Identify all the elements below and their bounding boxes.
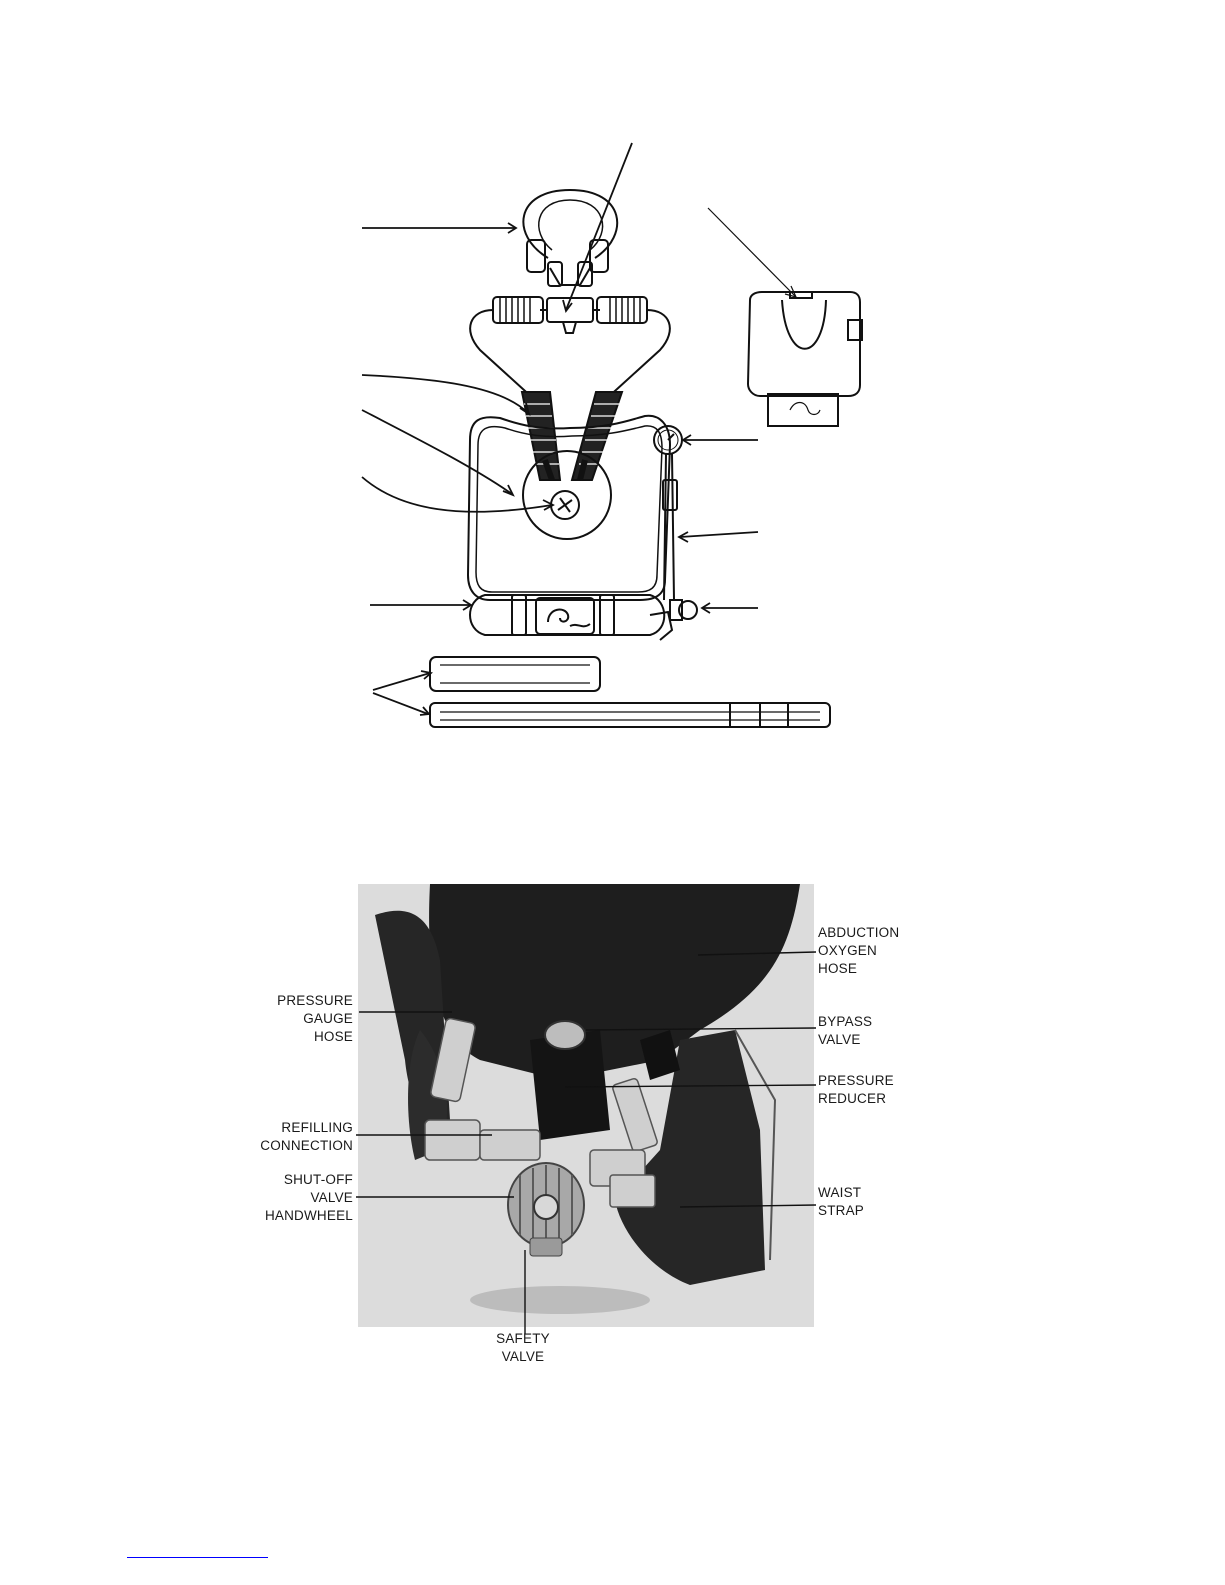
- svg-text:REDUCER: REDUCER: [818, 1091, 887, 1106]
- svg-text:VALVE: VALVE: [310, 1190, 353, 1205]
- svg-text:ABDUCTION: ABDUCTION: [818, 925, 900, 940]
- waist-strap-drawing: [430, 703, 830, 727]
- arrow-canister: [362, 410, 512, 494]
- arrow-gauge-hose: [680, 532, 758, 537]
- leader-pressure-reducer: [565, 1085, 816, 1087]
- footnote-separator: [127, 1557, 268, 1558]
- svg-text:SHUT-OFF: SHUT-OFF: [283, 1172, 353, 1187]
- svg-text:HANDWHEEL: HANDWHEEL: [264, 1208, 353, 1223]
- photo-waist-strap: [615, 1030, 765, 1285]
- svg-text:GAUGE: GAUGE: [303, 1011, 353, 1026]
- callout-shut-off-valve-handwheel: [265, 1172, 353, 1223]
- callout-safety-valve: [496, 1331, 550, 1364]
- callout-waist-strap: [818, 1185, 864, 1218]
- svg-text:SAFETY: SAFETY: [496, 1331, 550, 1346]
- svg-text:PRESSURE: PRESSURE: [277, 993, 353, 1008]
- storage-pouch: [748, 292, 860, 396]
- photo-handwheel: [508, 1163, 584, 1247]
- svg-text:VALVE: VALVE: [501, 1349, 545, 1364]
- arrow-corrugated-hose: [362, 375, 528, 413]
- callout-refilling-connection: [260, 1120, 353, 1153]
- svg-text:OXYGEN: OXYGEN: [818, 943, 877, 958]
- callout-pressure-gauge-hose: [277, 993, 353, 1044]
- leader-abduction-oxygen-hose: [698, 952, 816, 955]
- svg-text:VALVE: VALVE: [818, 1032, 861, 1047]
- arrow-strap-1: [373, 673, 430, 690]
- svg-text:PRESSURE: PRESSURE: [818, 1073, 894, 1088]
- co2-canister-cover: [523, 451, 611, 539]
- svg-text:CONNECTION: CONNECTION: [260, 1138, 353, 1153]
- callout-bypass-valve: [818, 1014, 872, 1047]
- svg-text:HOSE: HOSE: [313, 1029, 353, 1044]
- photo-frame: [358, 884, 814, 1327]
- svg-text:HOSE: HOSE: [818, 961, 858, 976]
- leader-waist-strap: [680, 1205, 816, 1207]
- breathing-bag: [468, 416, 670, 600]
- svg-text:STRAP: STRAP: [818, 1203, 865, 1218]
- shoulder-strap: [430, 657, 600, 691]
- photo-pressure-reducer: [530, 1030, 610, 1140]
- arrow-pouch: [708, 208, 795, 296]
- leader-bypass-valve: [586, 1028, 816, 1030]
- photo-bag: [429, 884, 800, 1080]
- callout-abduction-oxygen-hose: [818, 925, 899, 976]
- callout-pressure-reducer: [818, 1073, 894, 1106]
- svg-text:REFILLING: REFILLING: [281, 1120, 353, 1135]
- svg-text:BYPASS: BYPASS: [818, 1014, 873, 1029]
- svg-text:WAIST: WAIST: [818, 1185, 862, 1200]
- arrow-strap-2: [373, 693, 428, 714]
- arrow-mouthpiece: [566, 143, 632, 310]
